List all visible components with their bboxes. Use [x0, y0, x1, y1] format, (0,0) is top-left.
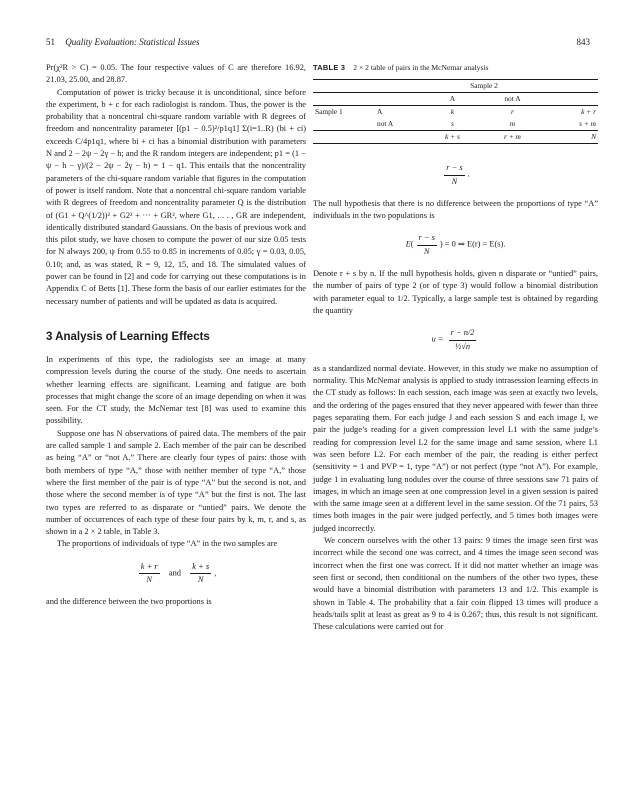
fraction-sample1	[139, 561, 160, 587]
fraction-denominator: N	[146, 574, 152, 584]
row-label-not-a: not A	[377, 119, 394, 129]
word-and: and	[168, 568, 181, 578]
u-lhs: u =	[431, 334, 444, 344]
expectation-symbol: E	[405, 240, 411, 250]
mcnemar-table	[313, 79, 598, 144]
fraction-expectation	[417, 232, 437, 258]
row-label-a: A	[375, 106, 424, 119]
paragraph-proportions: The proportions of individuals of type “A” in the two samples are	[57, 539, 278, 549]
cell-r: r	[481, 106, 544, 119]
period: .	[467, 170, 470, 180]
equation-proportions	[46, 561, 306, 587]
comma: ,	[214, 568, 217, 578]
fraction-numerator: k + r	[139, 561, 160, 574]
equation-u-statistic	[313, 327, 598, 353]
fraction-sample2	[190, 561, 211, 587]
equation-null-hypothesis: E( $\frac{r - s}{N}$ ) = 0 ⇒ E(r) = E(s).	[313, 232, 598, 258]
header-col-a: A	[424, 93, 481, 106]
cell-m: m	[509, 119, 516, 129]
table-row	[313, 80, 598, 93]
fraction-denominator: N	[451, 176, 458, 186]
table-row	[313, 93, 598, 106]
cell-s: s	[450, 119, 454, 129]
paragraph-power: Computation of power is tricky because it is unconditional, since before the experiment, b + c for each radiologist is random. Thus, the power is the probability that a noncentral chi-square random variable with R degrees of freedom and noncentrality parameter [(p1 − 0.5)²/p1q1] Σ(i=1..R) (bi + ci) exceeds C/4p1q1, where bi + ci has a binomial distribution with parameters N and 2 − 2ψ − 2γ − h; and the R random integers are independent; p1 = (1 − ψ − h − γ)/(2 − 2ψ − 2γ − h) = 1 − q1. This entails that the noncentrality parameters of the chi-square random variable that figures in the computation of power is itself random. Note that a noncentral chi-square random variable with R degrees of freedom and noncentrality parameter Q is the distribution of (G1 + Q^(1/2))² + G2² + ··· + GR², where G1, . . . , GR are independent, identically distributed standard Gaussians. On the basis of previous work and this pilot study, we have chosen to compute the power of our size 0.05 tests for N always 200, ψ from 0.55 to 0.85 in increments of 0.05; γ = 0.03, 0.05, 0.10; and, as was stated, R = 9, 12, 15, and 18. The simulated values of power can be found in [2] and code for carrying out these computations is in Appendix C of Betts [1]. These form the basis of our earlier estimates for the necessary number of patients and will be updated as data is acquired.	[46, 87, 306, 306]
cell-k: k	[424, 106, 481, 119]
right-column	[313, 62, 598, 633]
paragraph-learning-intro: In experiments of this type, the radiologists see an image at many compression levels during the course of the study. One needs to ascertain whether learning effects are significant. Learning and fatigue are both processes that might change the score of an image depending on when it was seen. For the CT study, the McNemar test [8] was used to examine this possibility.	[46, 354, 306, 426]
fraction-u	[449, 327, 477, 353]
table-caption-text: 2 × 2 table of pairs in the McNemar analysis	[353, 63, 489, 72]
fraction-denominator: ½√n	[454, 341, 471, 351]
table-row	[313, 118, 598, 131]
header-col-not-a: not A	[481, 93, 544, 106]
left-column	[46, 62, 306, 609]
paragraph-chi-square-values: Pr(χ²R > C) = 0.05. The four respective values of C are therefore 16.92, 21.03, 25.00, and 28.87.	[46, 63, 306, 85]
page-number-left: 51	[46, 37, 55, 47]
header-sample1: Sample 1	[313, 106, 375, 119]
cell-s-plus-m: s + m	[579, 119, 596, 129]
cell-r-plus-m: r + m	[481, 131, 544, 144]
fraction-difference	[444, 162, 464, 188]
running-title: Quality Evaluation: Statistical Issues	[65, 37, 200, 47]
paragraph-difference: and the difference between the two proportions is	[46, 597, 212, 607]
table-row	[313, 106, 598, 119]
table-label: TABLE 3	[313, 63, 346, 72]
cell-k-plus-r: k + r	[544, 106, 598, 119]
fraction-denominator: N	[197, 574, 204, 584]
table-row	[313, 131, 598, 144]
table-caption	[313, 62, 598, 74]
paragraph-null-hypothesis: The null hypothesis that there is no difference between the proportions of type “A” individuals in the two populations is	[313, 198, 598, 221]
fraction-numerator: k + s	[190, 561, 211, 574]
fraction-denominator: N	[423, 246, 430, 256]
section-title: 3 Analysis of Learning Effects	[46, 330, 210, 343]
paragraph-other-pairs: We concern ourselves with the other 13 pairs: 9 times the image seen first was incorrect while the second one was correct, and 4 times the image seen second was incorrect when the first one was correct. If it did not matter whether an image was seen first or second, then conditional on the numbers of the other two types, these would have a binomial distribution with parameters 13 and 1/2. This example is shown in Table 4. The probability that a fair coin flipped 13 times will produce a heads/tails split at least as great as 9 to 4 is 0.267; thus, this result is not significant. These calculations were carried out for	[313, 536, 598, 632]
paragraph-binomial: Denote r + s by n. If the null hypothesis holds, given n disparate or “untied” pairs, the number of pairs of type 2 (or of type 3) would follow a binomial distribution with parameter equal to 1/2. Typically, a large sample test is obtained by regarding the quantity	[313, 269, 598, 315]
fraction-numerator: r − n/2	[449, 327, 477, 340]
page-number-right: 843	[576, 37, 590, 47]
header-sample2: Sample 2	[424, 80, 544, 93]
cell-total-n: N	[544, 131, 598, 144]
equation-rest: = 0 ⇒ E(r) = E(s).	[444, 240, 506, 250]
paragraph-mcnemar-application: as a standardized normal deviate. However, in this study we make no assumption of normality. This McNemar analysis is applied to study intrasession learning effects in the CT study as follows: In each session, each image was seen at exactly two levels, and the ordering of the pages ensured that they never appeared with fewer than three pages separating them. For each judge J and each session S and each image I, we pair the judge’s reading for a given compression level L1 with the same judge’s reading for compression level L2 for the same image and same session, where L1 was seen before L2. For each member of the pair, the reading is either perfect (sensitivity = 1 and PVP = 1, type “A”) or not perfect (type “not A”). For example, judge 1 in evaluating lung nodules over the course of three sessions saw 71 pairs of images, in which an image seen at one compression level in a given session is paired with the same image seen at a different level in the same session. Of the 71 pairs, 53 times both images in the pair were judged perfectly, and 5 times both images were judged incorrectly.	[313, 363, 598, 533]
fraction-numerator: r − s	[417, 232, 437, 245]
fraction-numerator: r − s	[444, 162, 464, 175]
running-header	[46, 37, 590, 51]
equation-difference	[313, 162, 598, 188]
cell-k-plus-s: k + s	[424, 131, 481, 144]
paragraph-paired-data: Suppose one has N observations of paired data. The members of the pair are called sample 1 and sample 2. Each member of the pair can be described as being “A” or “not A.” There are clearly four types of pairs: those with both members of type “A,” those with neither member of type “A,” those where the first member of the pair is of type “A” but the second is not, and those where the second member is of type “A” but the first is not. The last two types are referred to as disparate or “untied” pairs. We denote the number of occurrences of each type of these four pairs by k, m, r, and s, as shown in a 2 × 2 table, in Table 3.	[46, 428, 306, 537]
